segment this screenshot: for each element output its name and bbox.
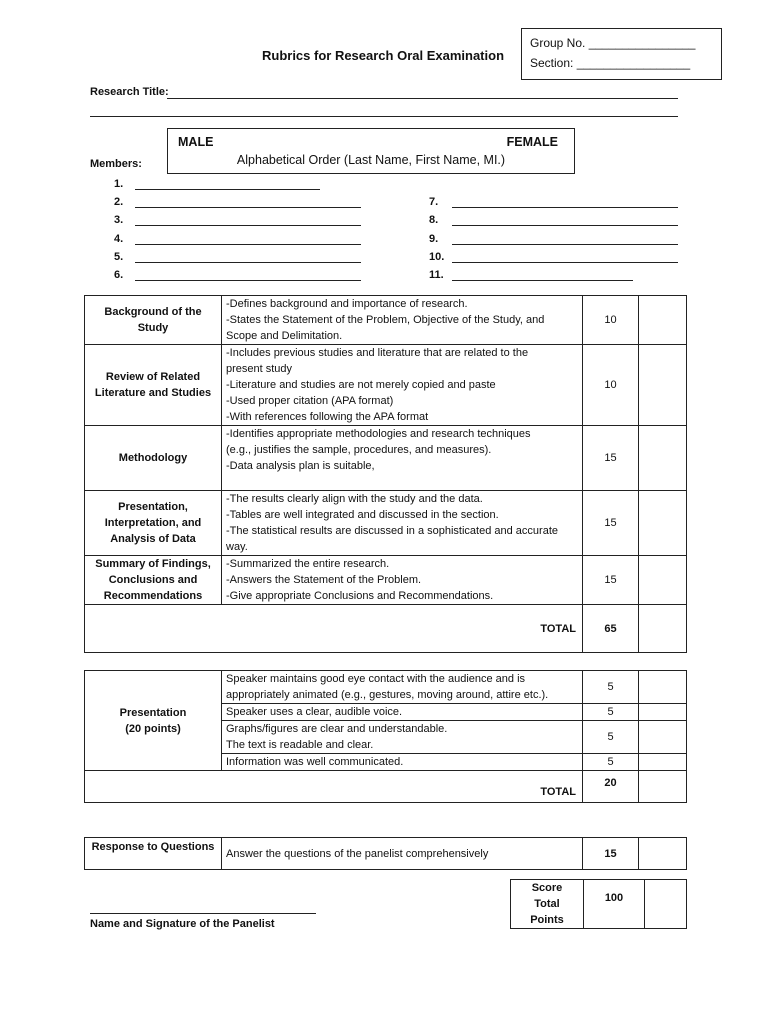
criteria-cell bbox=[222, 426, 583, 491]
score-total-table bbox=[510, 879, 687, 929]
score-cell[interactable] bbox=[639, 704, 687, 721]
points-cell: 15 bbox=[583, 426, 639, 491]
total-label: TOTAL bbox=[85, 771, 583, 803]
research-title-line-1[interactable] bbox=[167, 98, 678, 99]
member-line[interactable] bbox=[452, 262, 678, 263]
research-title-line-2[interactable] bbox=[90, 116, 678, 117]
score-cell[interactable] bbox=[639, 721, 687, 754]
points-cell: 15 bbox=[583, 491, 639, 556]
table-row bbox=[85, 426, 687, 491]
member-number: 1. bbox=[114, 178, 124, 190]
table-row bbox=[85, 491, 687, 556]
criteria-line: Speaker maintains good eye contact with the audience and is bbox=[226, 673, 526, 685]
points-cell: 15 bbox=[583, 556, 639, 605]
score-cell[interactable] bbox=[639, 556, 687, 605]
score-cell[interactable] bbox=[639, 426, 687, 491]
member-line[interactable] bbox=[135, 207, 361, 208]
criteria-cell bbox=[222, 754, 583, 771]
score-label-line: Total bbox=[534, 898, 560, 910]
criteria-cell bbox=[222, 671, 583, 704]
response-rubric-table bbox=[84, 837, 687, 870]
member-number: 3. bbox=[114, 214, 124, 226]
total-score-cell[interactable] bbox=[639, 605, 687, 653]
score-cell[interactable] bbox=[639, 491, 687, 556]
member-number: 7. bbox=[429, 196, 439, 208]
group-number-field[interactable]: Group No. ________________ bbox=[530, 36, 696, 50]
table-row bbox=[85, 671, 687, 704]
criteria-line: Scope and Delimitation. bbox=[226, 330, 343, 342]
research-rubric-table bbox=[84, 295, 687, 653]
final-score-cell[interactable] bbox=[645, 880, 687, 929]
criteria-line: (e.g., justifies the sample, procedures, and measures). bbox=[226, 444, 492, 456]
criteria-line: -Identifies appropriate methodologies and research techniques bbox=[226, 428, 531, 440]
points-cell: 10 bbox=[583, 296, 639, 345]
table-row bbox=[85, 345, 687, 426]
criteria-line: Answer the questions of the panelist comprehensively bbox=[226, 847, 489, 860]
member-number: 11. bbox=[429, 269, 444, 281]
criteria-line: -Answers the Statement of the Problem. bbox=[226, 574, 422, 586]
member-line[interactable] bbox=[135, 225, 361, 226]
score-cell[interactable] bbox=[639, 754, 687, 771]
table-row bbox=[511, 880, 687, 929]
category-line: Presentation bbox=[119, 706, 187, 719]
total-score-cell[interactable] bbox=[639, 771, 687, 803]
female-label: FEMALE bbox=[506, 135, 558, 149]
score-cell[interactable] bbox=[639, 838, 687, 870]
total-points-value: 100 bbox=[584, 880, 645, 929]
score-label-line: Score bbox=[531, 882, 563, 894]
alphabetical-order-note: Alphabetical Order (Last Name, First Name, MI.) bbox=[236, 153, 506, 167]
total-points: 20 bbox=[583, 771, 639, 803]
criteria-line: appropriately animated (e.g., gestures, moving around, attire etc.). bbox=[226, 689, 549, 701]
criteria-line: -With references following the APA format bbox=[226, 411, 429, 423]
research-title-label: Research Title: bbox=[90, 86, 169, 98]
total-label: TOTAL bbox=[85, 605, 583, 653]
category-cell: Summary of Findings, Conclusions and Recommendations bbox=[85, 556, 222, 605]
criteria-cell bbox=[222, 491, 583, 556]
section-field[interactable]: Section: _________________ bbox=[530, 56, 691, 70]
criteria-line: -Summarized the entire research. bbox=[226, 558, 390, 570]
member-line[interactable] bbox=[135, 280, 361, 281]
criteria-line: Information was well communicated. bbox=[226, 756, 404, 768]
criteria-line: -Used proper citation (APA format) bbox=[226, 395, 394, 407]
category-cell: Methodology bbox=[85, 426, 222, 491]
criteria-line: Speaker uses a clear, audible voice. bbox=[226, 706, 403, 718]
category-line: (20 points) bbox=[125, 722, 181, 735]
total-points: 65 bbox=[583, 605, 639, 653]
table-row bbox=[85, 296, 687, 345]
member-number: 4. bbox=[114, 233, 124, 245]
points-cell: 5 bbox=[583, 671, 639, 704]
category-cell: Background of the Study bbox=[85, 296, 222, 345]
member-line[interactable] bbox=[452, 225, 678, 226]
male-label: MALE bbox=[178, 135, 214, 149]
criteria-line: -Defines background and importance of research. bbox=[226, 298, 468, 310]
criteria-line: way. bbox=[226, 541, 248, 553]
points-cell: 5 bbox=[583, 721, 639, 754]
criteria-cell bbox=[222, 838, 583, 870]
score-cell[interactable] bbox=[639, 345, 687, 426]
member-number: 6. bbox=[114, 269, 124, 281]
points-cell: 10 bbox=[583, 345, 639, 426]
score-label-line: Points bbox=[530, 914, 564, 926]
member-number: 10. bbox=[429, 251, 445, 263]
member-line[interactable] bbox=[452, 244, 678, 245]
criteria-line: -Literature and studies are not merely copied and paste bbox=[226, 379, 496, 391]
criteria-cell bbox=[222, 721, 583, 754]
presentation-category-cell bbox=[85, 671, 222, 771]
category-cell: Response to Questions bbox=[85, 838, 222, 870]
signature-label: Name and Signature of the Panelist bbox=[90, 918, 275, 930]
member-line[interactable] bbox=[135, 262, 361, 263]
members-label: Members: bbox=[90, 158, 142, 170]
member-number: 5. bbox=[114, 251, 124, 263]
presentation-rubric-table bbox=[84, 670, 687, 803]
criteria-line: Graphs/figures are clear and understandable. bbox=[226, 723, 448, 735]
member-number: 8. bbox=[429, 214, 439, 226]
criteria-cell bbox=[222, 296, 583, 345]
member-number: 9. bbox=[429, 233, 439, 245]
points-cell: 5 bbox=[583, 754, 639, 771]
criteria-line: -Data analysis plan is suitable, bbox=[226, 460, 375, 472]
member-number: 2. bbox=[114, 196, 124, 208]
score-total-label-cell bbox=[511, 880, 584, 929]
group-section-box bbox=[521, 28, 722, 80]
points-cell: 5 bbox=[583, 704, 639, 721]
category-cell: Review of Related Literature and Studies bbox=[85, 345, 222, 426]
total-row bbox=[85, 771, 687, 803]
category-cell: Presentation, Interpretation, and Analysis of Data bbox=[85, 491, 222, 556]
member-line[interactable] bbox=[135, 189, 320, 190]
criteria-line: The text is readable and clear. bbox=[226, 739, 374, 751]
total-row bbox=[85, 605, 687, 653]
table-row bbox=[85, 838, 687, 870]
member-line[interactable] bbox=[452, 207, 678, 208]
criteria-line: -The results clearly align with the study and the data. bbox=[226, 493, 483, 505]
criteria-line: -Tables are well integrated and discussed in the section. bbox=[226, 509, 499, 521]
criteria-cell bbox=[222, 556, 583, 605]
criteria-line: -States the Statement of the Problem, Objective of the Study, and bbox=[226, 314, 545, 326]
table-row bbox=[85, 556, 687, 605]
points-cell: 15 bbox=[583, 838, 639, 870]
criteria-line: present study bbox=[226, 363, 293, 375]
page-title: Rubrics for Research Oral Examination bbox=[261, 48, 505, 63]
score-cell[interactable] bbox=[639, 296, 687, 345]
criteria-cell bbox=[222, 345, 583, 426]
score-cell[interactable] bbox=[639, 671, 687, 704]
criteria-cell bbox=[222, 704, 583, 721]
member-line[interactable] bbox=[452, 280, 633, 281]
criteria-line: -The statistical results are discussed in a sophisticated and accurate bbox=[226, 525, 558, 537]
member-line[interactable] bbox=[135, 244, 361, 245]
gender-header-box bbox=[167, 128, 575, 174]
criteria-line: -Includes previous studies and literature that are related to the bbox=[226, 347, 529, 359]
criteria-line: -Give appropriate Conclusions and Recommendations. bbox=[226, 590, 494, 602]
signature-line[interactable] bbox=[90, 913, 316, 914]
